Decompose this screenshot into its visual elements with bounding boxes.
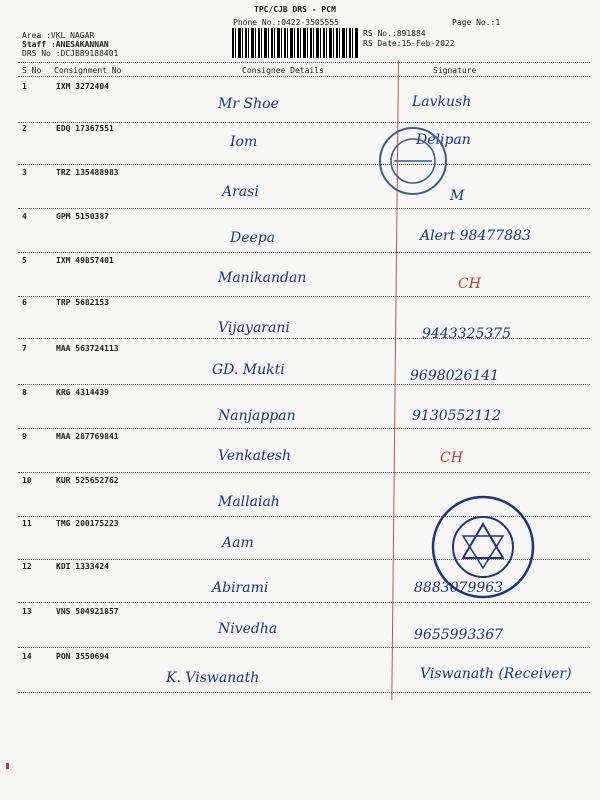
row-consignee-name: Nanjappan (218, 408, 296, 424)
row-sno: 2 (22, 124, 27, 133)
row-consignment-number: KUR 525652762 (56, 476, 119, 485)
row-signature: 9655993367 (414, 627, 504, 643)
row-sno: 14 (22, 652, 32, 661)
row-divider (18, 472, 590, 473)
row-sno: 3 (22, 168, 27, 177)
col-sno-header: S No (22, 66, 42, 75)
staff-label: Staff :ANESAKANNAN (22, 40, 109, 49)
row-signature: Viswanath (Receiver) (420, 666, 572, 682)
row-consignee-name: Aam (222, 535, 254, 551)
row-consignment-number: MAA 563724113 (56, 344, 119, 353)
row-consignee-name: Arasi (222, 184, 259, 200)
row-divider (18, 164, 590, 165)
barcode (232, 28, 358, 58)
row-consignee-name: Iom (230, 134, 258, 150)
row-consignment-number: GPM 5150387 (56, 212, 109, 221)
row-consignee-name: Mr Shoe (218, 96, 279, 112)
col-consignee-header: Consignee Details (242, 66, 324, 75)
row-signature: 8883079963 (414, 580, 504, 596)
row-sno: 5 (22, 256, 27, 265)
drs-number: DRS No :DCJB89188401 (22, 49, 119, 58)
row-consignment-number: TMG 200175223 (56, 519, 119, 528)
row-divider (18, 384, 590, 385)
row-consignment-number: IXM 49857401 (56, 256, 114, 265)
row-consignee-name: Deepa (230, 230, 276, 246)
ink-mark (6, 763, 9, 769)
row-sno: 10 (22, 476, 32, 485)
row-consignee-name: Manikandan (218, 270, 307, 286)
post-office-stamp (376, 124, 450, 198)
row-signature: 9443325375 (422, 326, 512, 342)
row-divider (18, 252, 590, 253)
row-divider (18, 296, 590, 297)
col-consignment-header: Consignment No (54, 66, 122, 75)
page-number: Page No.:1 (452, 18, 501, 27)
row-consignment-number: EDQ 17367551 (56, 124, 114, 133)
phone-number: Phone No.:0422-3505555 (233, 18, 339, 27)
row-sno: 12 (22, 562, 32, 571)
row-consignment-number: IXM 3272404 (56, 82, 109, 91)
row-sno: 8 (22, 388, 27, 397)
row-sno: 7 (22, 344, 27, 353)
row-signature: CH (458, 276, 481, 292)
row-signature: Alert 98477883 (420, 228, 531, 244)
rs-number: RS No.:891884 (363, 29, 426, 38)
rs-date: RS Date:15-Feb-2022 (363, 39, 455, 48)
row-consignee-name: Nivedha (218, 621, 278, 637)
row-consignment-number: KDI 1333424 (56, 562, 109, 571)
row-divider (18, 338, 590, 339)
row-consignment-number: VNS 504921857 (56, 607, 119, 616)
row-consignment-number: MAA 287769841 (56, 432, 119, 441)
row-sno: 13 (22, 607, 32, 616)
row-sno: 9 (22, 432, 27, 441)
row-divider (18, 122, 590, 123)
row-consignee-name: Mallaiah (218, 494, 280, 510)
row-signature: Lavkush (412, 94, 472, 110)
row-divider (18, 428, 590, 429)
company-seal-stamp (428, 492, 538, 602)
row-sno: 11 (22, 519, 32, 528)
row-divider (18, 692, 590, 693)
row-sno: 6 (22, 298, 27, 307)
row-consignment-number: TRZ 135488983 (56, 168, 119, 177)
row-signature: 9698026141 (410, 368, 500, 384)
row-sno: 4 (22, 212, 27, 221)
row-consignee-name: Abirami (212, 580, 269, 596)
document-title: TPC/CJB DRS - PCM (254, 5, 336, 14)
header-rule-top (18, 62, 590, 63)
row-divider (18, 602, 590, 603)
row-signature: Delipan (416, 132, 471, 148)
row-consignment-number: PON 3550694 (56, 652, 109, 661)
row-consignment-number: TRP 5682153 (56, 298, 109, 307)
row-sno: 1 (22, 82, 27, 91)
row-consignee-name: GD. Mukti (212, 362, 285, 378)
row-signature: M (450, 188, 465, 204)
row-consignee-name: K. Viswanath (166, 670, 260, 686)
header-rule-bottom (18, 76, 590, 77)
row-signature: CH (440, 450, 463, 466)
row-divider (18, 647, 590, 648)
row-consignee-name: Vijayarani (218, 320, 290, 336)
row-divider (18, 208, 590, 209)
row-consignee-name: Venkatesh (218, 448, 292, 464)
row-consignment-number: KRG 4314439 (56, 388, 109, 397)
col-signature-header: Signature (433, 66, 477, 75)
row-signature: 9130552112 (412, 408, 502, 424)
area-label: Area :VKL NAGAR (22, 31, 95, 40)
